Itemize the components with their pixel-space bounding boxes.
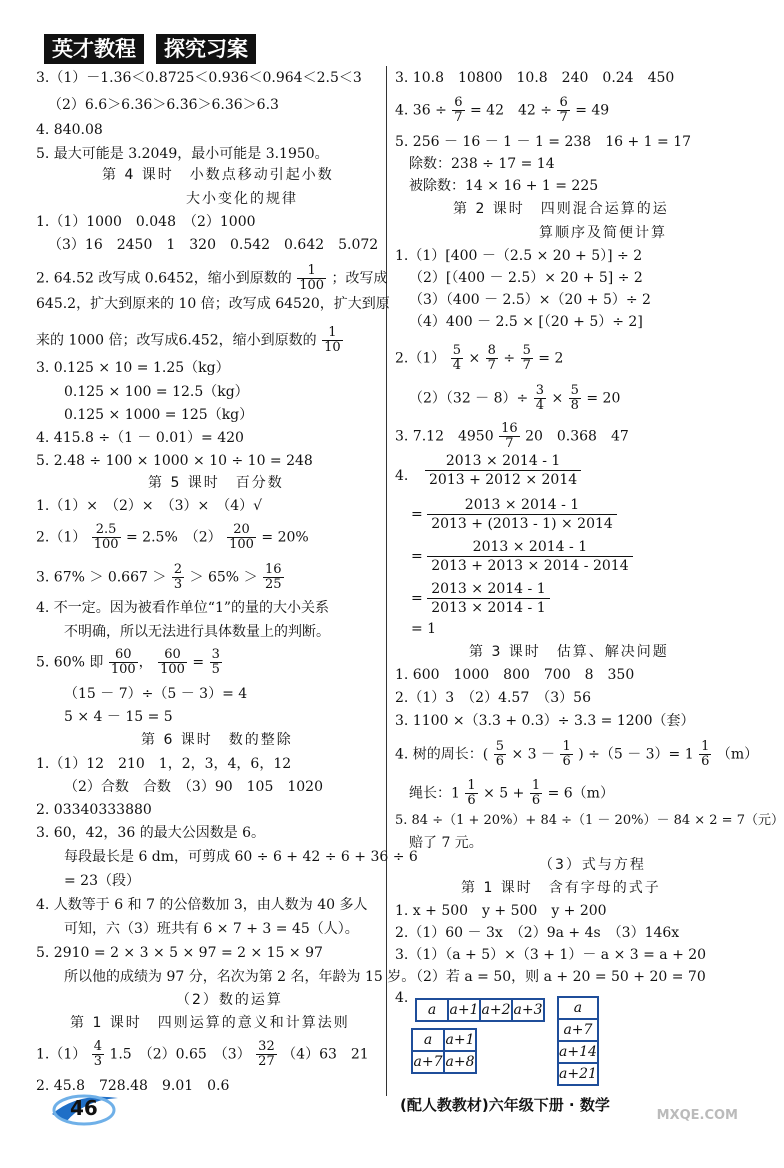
- big-fraction: = $\frac{2013 \times 2014 - 1}{2013 + 2013 \times 2014 - 2014}$: [411, 538, 633, 575]
- text-line: （4）400 － 2.5 × [（20 + 5）÷ 2]: [409, 314, 643, 330]
- text-line: （2）（32 － 8）÷ $\frac{3}{4}$ × $\frac{5}{8}$ = 20: [409, 383, 621, 413]
- fraction: $\frac{60}{100}$: [110, 647, 136, 677]
- banner-right: 探究习案: [156, 34, 256, 64]
- text-line: 赔了 7 元。: [409, 835, 483, 851]
- text-line: （2）若 a = 50，则 a + 20 = 50 + 20 = 70: [409, 969, 706, 985]
- table-row-a: [415, 998, 545, 1022]
- fraction: $\frac{6}{7}$: [559, 95, 568, 125]
- section-heading: 第 3 课时 估算、解决问题: [469, 644, 669, 660]
- watermark: MXQE.COM: [656, 1108, 738, 1123]
- text-line: 除数：238 ÷ 17 = 14: [409, 156, 555, 172]
- fraction: $\frac{20}{100}$: [229, 522, 254, 552]
- text-line: （2）合数 合数 （3）90 105 1020: [64, 779, 323, 795]
- text-line: 2.（1） $\frac{2.5}{100}$ = 2.5% （2） $\frac{20}{100}$ = 20%: [36, 522, 309, 552]
- text-line: 每段最长是 6 dm，可剪成 60 ÷ 6 + 42 ÷ 6 + 36 ÷ 6: [64, 849, 418, 865]
- footer-text: (配人教教材)六年级下册 · 数学: [400, 1096, 610, 1114]
- fraction: $\frac{3}{4}$: [535, 383, 544, 413]
- table-cell: a+7: [558, 1019, 598, 1041]
- text-line: 3.（1）－1.36＜0.8725＜0.936＜0.964＜2.5＜3: [36, 70, 362, 86]
- fraction: $\frac{8}{7}$: [487, 343, 496, 373]
- text-line: 1.（1）[400 －（2.5 × 20 + 5）] ÷ 2: [395, 248, 643, 264]
- text-line: 绳长：1 $\frac{1}{6}$ × 5 + $\frac{1}{6}$ = 6（m）: [409, 778, 614, 808]
- text-line: 被除数：14 × 16 + 1 = 225: [409, 178, 599, 194]
- fraction: $\frac{2.5}{100}$: [93, 522, 119, 552]
- table-cell: a: [416, 999, 448, 1021]
- table-cell: a: [558, 997, 598, 1019]
- section-heading: 第 4 课时 小数点移动引起小数: [102, 167, 334, 183]
- text-line: 2. 03340333880: [36, 802, 152, 818]
- table-cell: a+8: [444, 1051, 476, 1073]
- fraction: $\frac{5}{7}$: [522, 343, 531, 373]
- fraction: $\frac{5}{4}$: [452, 343, 461, 373]
- fraction: $\frac{1}{100}$: [299, 263, 325, 293]
- text-line: （2）6.6＞6.36＞6.3̇6̇＞6.36＞6.3: [48, 97, 279, 113]
- table-column-c: [557, 996, 599, 1086]
- column-divider: [386, 66, 387, 1096]
- text-line: 4. 415.8 ÷（1 － 0.01）= 420: [36, 430, 244, 446]
- text-line: 3. 60，42，36 的最大公因数是 6。: [36, 825, 266, 841]
- text-line: 4. 36 ÷ $\frac{6}{7}$ = 42 42 ÷ $\frac{6}{7}$ = 49: [395, 95, 610, 125]
- big-fraction: $\frac{2013 \times 2014 - 1}{2013 + 2012 \times 2014}$: [425, 452, 581, 489]
- text-line: （3）（400 － 2.5）×（20 + 5）÷ 2: [409, 292, 651, 308]
- fraction: $\frac{16}{7}$: [501, 421, 518, 451]
- text-line: 2. 45.8 728.48 9.01 0.6: [36, 1078, 230, 1094]
- text-line: 5. 2910 = 2 × 3 × 5 × 97 = 2 × 15 × 97: [36, 945, 323, 961]
- text-line: 5 × 4 － 15 = 5: [64, 709, 173, 725]
- text-line: 1.（1）12 210 1，2，3，4，6，12: [36, 756, 292, 772]
- text-line: 5. 最大可能是 3.2049，最小可能是 3.1950。: [36, 146, 329, 162]
- text-line: 2.（1）60 － 3x （2）9a + 4s （3）146x: [395, 925, 680, 941]
- text-line: 1.（1） $\frac{4}{3}$ 1.5 （2）0.65 （3） $\frac{32}{27}$ （4）63 21: [36, 1039, 369, 1069]
- fraction: $\frac{4}{3}$: [93, 1039, 102, 1069]
- text-line: 3. 10.8 10800 10.8 240 0.24 450: [395, 70, 675, 86]
- section-heading: 第 6 课时 数的整除: [141, 732, 293, 748]
- section-heading: 第 2 课时 四则混合运算的运: [453, 201, 669, 217]
- text-line: 1. 600 1000 800 700 8 350: [395, 667, 635, 683]
- text-line: 所以他的成绩为 97 分，名次为第 2 名，年龄为 15 岁。: [64, 969, 416, 985]
- page-number-badge: [48, 1088, 120, 1128]
- text-line: 4. 人数等于 6 和 7 的公倍数加 3，由人数为 40 多人: [36, 897, 368, 913]
- page-number: 46: [70, 1096, 98, 1120]
- big-fraction: = $\frac{2013 \times 2014 - 1}{2013 + (2013 - 1) \times 2014}$: [411, 496, 617, 533]
- text-line: = 23（段）: [64, 873, 140, 889]
- section-heading: 第 5 课时 百分数: [148, 475, 284, 491]
- fraction: $\frac{6}{7}$: [454, 95, 463, 125]
- table-cell: a+1: [448, 999, 480, 1021]
- text-line: 3. 7.12 4950 $\frac{16}{7}$ 20 0.368 47: [395, 421, 629, 451]
- fraction: $\frac{1}{6}$: [562, 739, 571, 769]
- text-line: 3. 0.125 × 10 = 1.25（kg）: [36, 360, 230, 376]
- text-line: 5. 256 － 16 － 1 － 1 = 238 16 + 1 = 17: [395, 134, 692, 150]
- table-cell: a+3: [512, 999, 544, 1021]
- text-line: 来的 1000 倍；改写成6.452，缩小到原数的 $\frac{1}{10}$: [36, 325, 341, 355]
- fraction: $\frac{5}{6}$: [495, 739, 505, 769]
- table-cell: a+2: [480, 999, 512, 1021]
- text-line: 1. x + 500 y + 500 y + 200: [395, 903, 607, 919]
- text-line: 1.（1）1000 0.048 （2）1000: [36, 214, 256, 230]
- text-line: 2. 64.52 改写成 0.6452，缩小到原数的 $\frac{1}{100}$ ；改写成: [36, 263, 388, 293]
- fraction: $\frac{1}{10}$: [324, 325, 341, 355]
- text-line: 4. 树的周长：( $\frac{5}{6}$ × 3 － $\frac{1}{6}$ ) ÷（5 － 3）= 1 $\frac{1}{6}$ （m）: [395, 739, 759, 769]
- fraction: $\frac{3}{5}$: [211, 647, 220, 677]
- text-line: 2.（1）3 （2）4.57 （3）56: [395, 690, 591, 706]
- text-line: 1.（1）× （2）× （3）× （4）√: [36, 498, 263, 514]
- fraction: $\frac{1}{6}$: [701, 739, 710, 769]
- table-cell: a+21: [558, 1063, 598, 1085]
- fraction: $\frac{60}{100}$: [160, 647, 185, 677]
- section-heading: 第 1 课时 含有字母的式子: [461, 880, 661, 896]
- text-line: 4. 840.08: [36, 122, 103, 138]
- section-heading: （3）式与方程: [539, 857, 646, 873]
- text-line: 0.125 × 100 = 12.5（kg）: [64, 384, 249, 400]
- text-line: 5. 2.48 ÷ 100 × 1000 × 10 ÷ 10 = 248: [36, 453, 313, 469]
- text-line: 3. 1100 ×（3.3 + 0.3）÷ 3.3 = 1200（套）: [395, 713, 695, 729]
- fraction: $\frac{32}{27}$: [258, 1039, 275, 1069]
- table-cell: a+14: [558, 1041, 598, 1063]
- table-cell: a: [412, 1029, 444, 1051]
- text-line: 可知，六（3）班共有 6 × 7 + 3 = 45（人）。: [64, 921, 359, 937]
- big-fraction: = $\frac{2013 \times 2014 - 1}{2013 \times 2014 - 1}$: [411, 580, 550, 617]
- section-heading: 第 1 课时 四则运算的意义和计算法则: [70, 1015, 350, 1031]
- text-line: 5. 84 ÷（1 + 20%）+ 84 ÷（1 － 20%）－ 84 × 2 = 7（元）: [395, 813, 784, 828]
- text-line: 4. 不一定。因为被看作单位“1”的量的大小关系: [36, 600, 330, 616]
- fraction: $\frac{2}{3}$: [173, 562, 183, 592]
- table-square-b: [411, 1028, 477, 1074]
- table-cell: a+7: [412, 1051, 444, 1073]
- section-heading: （2）数的运算: [176, 992, 283, 1008]
- fraction: $\frac{16}{25}$: [265, 562, 282, 592]
- text-line: 不明确，所以无法进行具体数量上的判断。: [64, 624, 330, 640]
- text-line: （3）16 2450 1 320 0.542 0.642 5.072: [48, 237, 379, 253]
- text-line: 3. 67% ＞ 0.667 ＞ $\frac{2}{3}$ ＞ 65% ＞ $\frac{16}{25}$: [36, 562, 282, 592]
- section-heading: 算顺序及简便计算: [539, 225, 667, 241]
- text-line: 3.（1）（a + 5）×（3 + 1）－ a × 3 = a + 20: [395, 947, 707, 963]
- section-heading: 大小变化的规律: [186, 191, 298, 207]
- text-line: 0.125 × 1000 = 125（kg）: [64, 407, 254, 423]
- text-line: 5. 60% 即 $\frac{60}{100}$ ， $\frac{60}{100}$ = $\frac{3}{5}$: [36, 647, 220, 677]
- table-cell: a+1: [444, 1029, 476, 1051]
- fraction: $\frac{5}{8}$: [570, 383, 579, 413]
- text-line: 645.2，扩大到原来的 10 倍；改写成 64520，扩大到原: [36, 296, 390, 312]
- text-line: 4.: [395, 990, 409, 1006]
- text-line: 4.: [395, 468, 409, 484]
- text-line: （15 － 7）÷（5 － 3）= 4: [64, 686, 248, 702]
- text-line: = 1: [411, 621, 437, 637]
- fraction: $\frac{1}{6}$: [467, 778, 476, 808]
- text-line: （2）[（400 － 2.5）× 20 + 5] ÷ 2: [409, 270, 643, 286]
- text-line: 2.（1） $\frac{5}{4}$ × $\frac{8}{7}$ ÷ $\frac{5}{7}$ = 2: [395, 343, 564, 373]
- fraction: $\frac{1}{6}$: [531, 778, 541, 808]
- banner-left: 英才教程: [44, 34, 144, 64]
- header-banner: [44, 34, 268, 64]
